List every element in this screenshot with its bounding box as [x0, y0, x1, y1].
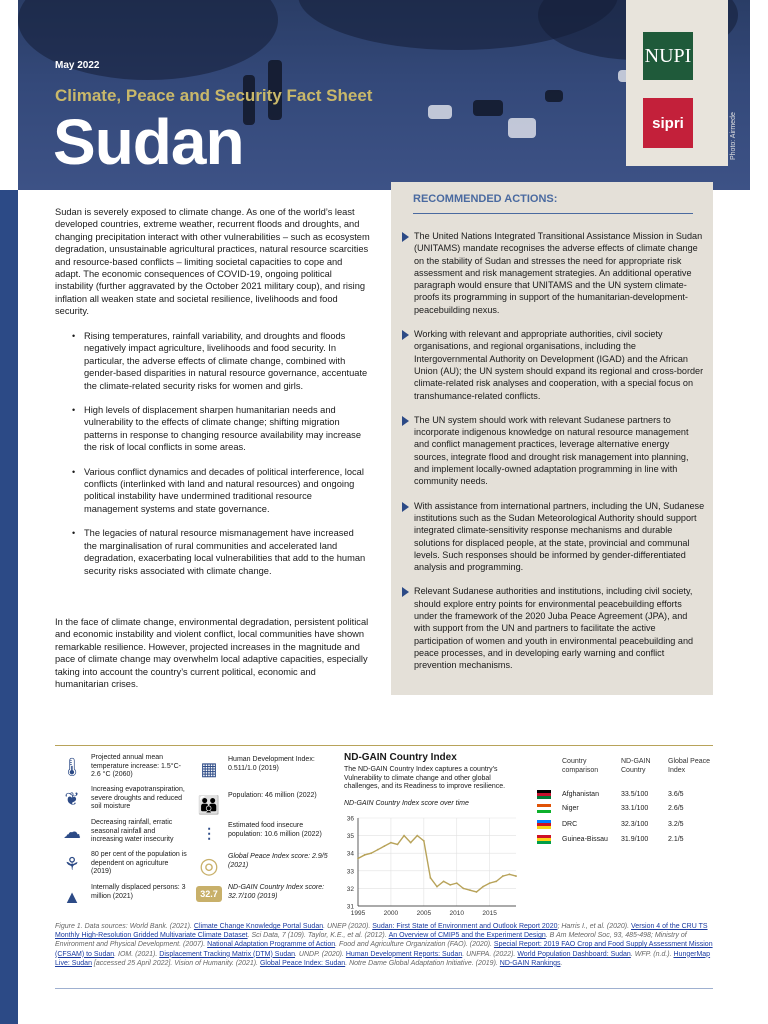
footnote-text: . Notre Dame Global Adaptation Initiative. (2019). [345, 959, 500, 967]
recommended-action-text: The UN system should work with relevant Sudanese partners to incorporate indigenous knowledge on natural resource management and conflict management practices, leverage alternative energy sources, integrate flood and drought risk management into planning, and implement locally-owned adaptation programming in line with community needs. [414, 414, 689, 487]
footnote-text: [accessed 25 April 2022]. Vision of Humanity. (2021). [91, 959, 260, 967]
data-point [482, 886, 484, 888]
tent-icon: ▲ [63, 887, 81, 907]
stat-text: 80 per cent of the population is dependent on agriculture (2019) [91, 851, 187, 876]
plant-icon: ⚘ [63, 854, 81, 874]
source-link[interactable]: Special Report: 2019 FAO Crop and Food Supply Assessment Mission (CFSAM) to Sudan [55, 941, 713, 958]
hdi-icon: ▦ [200, 759, 218, 779]
flag-icon [537, 835, 551, 844]
table-cell-ndgain: 31.9/100 [621, 836, 649, 843]
source-link[interactable]: HungerMap Live: Sudan [55, 950, 711, 967]
photo-credit: Photo: Airmede [730, 112, 737, 160]
x-tick-label: 2010 [449, 910, 464, 917]
ndgain-title: ND-GAIN Country Index [344, 752, 457, 763]
table-cell-gpi: 3.6/5 [668, 791, 684, 798]
table-cell-ndgain: 33.5/100 [621, 791, 649, 798]
stat-text: ND-GAIN Country Index score: 32.7/100 (2019) [228, 884, 325, 900]
intro-paragraph: Sudan is severely exposed to climate change. As one of the world’s least developed countries, extreme weather, recurrent floods and droughts, and changing precipitation interact with other vulnerabilities – such as ecosystem degradation, unsustainable agricultural practices, natural resource scarcities and resource-based conflicts – limiting societal capacities to cope and adapt. The economic consequences of COVID-19, ongoing political instability (further aggravated by the October 2021 military coup), and rising inflation all weaken state and societal resilience, livelihoods and food security. [55, 207, 370, 317]
footnote-text: . UNDP. (2020). [295, 950, 346, 958]
flag-icon [537, 804, 551, 813]
data-point [443, 880, 445, 882]
table-cell-ndgain: 32.3/100 [621, 821, 649, 828]
footnote-text: . Food and Agriculture Organization (FAO). (2020). [335, 941, 494, 949]
arrow-icon [402, 416, 409, 426]
y-tick-label: 35 [346, 833, 354, 841]
stat-text: Decreasing rainfall, erratic seasonal rainfall and increasing water insecurity [91, 819, 174, 844]
table-cell-country: DRC [562, 821, 578, 828]
y-tick-label: 32 [346, 885, 354, 893]
data-point [403, 835, 405, 837]
key-point: • High levels of displacement sharpen humanitarian needs and vulnerability to the effects of climate change; shifting migration patterns in response to changing resource availability may increase the risk of local conflicts in some areas. [70, 404, 368, 454]
data-point [410, 842, 412, 844]
score-badge-icon: 32.7 [196, 886, 222, 902]
recommended-action [400, 585, 705, 671]
arrow-icon [402, 232, 409, 242]
table-cell-gpi: 2.6/5 [668, 805, 684, 812]
stat-text: Increasing evapotranspiration, severe droughts and reduced soil moisture [91, 786, 185, 811]
recommended-actions-list [400, 230, 705, 684]
document-title: Sudan [53, 106, 244, 178]
source-link[interactable]: National Adaptation Programme of Action [207, 941, 336, 949]
stat-population [196, 792, 336, 818]
footnote-text: Figure 1. Data sources: World Bank. (2021). [55, 923, 194, 930]
table-cell-gpi: 3.2/5 [668, 821, 684, 828]
y-tick-label: 33 [346, 868, 354, 876]
recommended-action-text: Relevant Sudanese authorities and institutions, including civil society, should explore entry points for environmental peacebuilding efforts under the framework of the 2020 Juba Peace Agreement (JPA), and with support from the UN and partners to facilitate the active participation of women and youth in environmental peacebuilding and peace processes, and in developing early warning and conflict prevention mechanisms. [414, 586, 694, 671]
recommended-actions-title: RECOMMENDED ACTIONS: [413, 193, 558, 205]
footnote [55, 922, 713, 968]
x-tick-label: 1995 [350, 910, 366, 917]
data-point [509, 873, 511, 875]
recommended-action-text: Working with relevant and appropriate authorities, civil society organisations, and regional organisations, including the Intergovernmental Authority on Development (IGAD) and the African Union (AU); the UN system should expand its regional and cross-border climate-related risk analyses and cooperation, with a special focus on transhumance-related conflicts. [414, 329, 704, 401]
table-cell-gpi: 2.1/5 [668, 836, 684, 843]
stat-temperature [59, 754, 189, 780]
ndgain-description: The ND-GAIN Country Index captures a country’s Vulnerability to climate change and other global challenges, and its Readiness to improve resilience. [344, 766, 506, 791]
thermometer-icon: 🌡 [60, 757, 84, 777]
recommended-action [400, 328, 705, 402]
chart-subtitle: ND-GAIN Country Index score over time [344, 800, 469, 807]
data-point [462, 888, 464, 890]
stat-rainfall [59, 819, 189, 845]
footnote-text: . UNFPA. (2022). [462, 950, 518, 958]
data-point [469, 889, 471, 891]
data-point [357, 858, 359, 860]
data-point [390, 842, 392, 844]
source-link[interactable]: ND-GAIN Rankings [499, 959, 561, 967]
data-point [495, 880, 497, 882]
nupi-logo[interactable]: NUPI [643, 32, 693, 80]
population-icon: 👪 [197, 795, 221, 815]
footnote-text: . IOM. (2021). [114, 950, 160, 958]
data-point [364, 854, 366, 856]
recommended-action-text: The United Nations Integrated Transitional Assistance Mission in Sudan (UNITAMS) mandate recognises the adverse effects of climate change on the stability of Sudan and stresses the need for appropriate risk assessment and risk management strategies. An additional operative paragraph would ensure that UNITAMS and the UN system climate-proofs its programming in support of the humanitarian-development-peacebuilding nexus. [414, 231, 703, 315]
bottom-divider [55, 988, 713, 989]
section-divider [55, 745, 713, 746]
dead-tree-icon: ❦ [64, 789, 80, 809]
recommended-action [400, 414, 705, 488]
data-point [430, 877, 432, 879]
table-cell-country: Afghanistan [562, 791, 599, 798]
left-accent-bar [0, 190, 18, 1024]
ring-icon: ◎ [199, 853, 219, 878]
stat-peace-index [196, 853, 336, 879]
flag-icon [537, 790, 551, 799]
stat-text: Estimated food insecure population: 10.6 million (2022) [228, 822, 322, 838]
footnote-text: ; Harris I., et al. (2020). [557, 923, 632, 930]
source-link[interactable]: Sudan: First State of Environment and Outlook Report 2020 [372, 923, 558, 930]
key-point: • The legacies of natural resource mismanagement have increased the marginalisation of rural communities and accelerated land degradation, exacerbating local vulnerabilities that add to the human security risks associated with climate change. [70, 527, 368, 577]
table-header-country: Country comparison [562, 758, 599, 774]
publication-date: May 2022 [55, 60, 100, 71]
data-point [449, 884, 451, 886]
stat-text: Population: 46 million (2022) [228, 792, 317, 799]
key-point: • Various conflict dynamics and decades of political interference, local conflicts (interlinked with land and natural resources) and ongoing political instability have undermined traditional resource management systems and state governance. [70, 466, 368, 516]
footnote-text: . UNEP (2020). [323, 923, 373, 930]
footnote-text: . WFP. (n.d.). [630, 950, 674, 958]
y-tick-label: 31 [346, 903, 354, 911]
key-point: • Rising temperatures, rainfall variability, and droughts and floods negatively impact agriculture, livelihoods and food security. In particular, the adverse effects of climate change, combined with gender-based disparities in natural resource governance, accentuate the climate-related security risks for women and girls. [70, 330, 368, 392]
stat-ndgain-score [196, 884, 336, 902]
data-point [397, 844, 399, 846]
table-header-ndgain: ND-GAIN Country [621, 758, 651, 774]
stat-food-insecurity [196, 822, 336, 848]
key-points-list [70, 330, 368, 589]
source-link[interactable]: Global Peace Index: Sudan [259, 959, 346, 967]
y-tick-label: 36 [346, 815, 354, 823]
source-link[interactable]: Climate Change Knowledge Portal Sudan [193, 923, 324, 930]
recommended-action-text: With assistance from international partners, including the UN, Sudanese institutions such as the Sudan Meteorological Authority should support integrated climate-sensitivity response mechanisms and durable solutions for displaced people, at the state, provincial and communal levels. Such responses should be informed by gender-differentiated analysis and programming. [414, 500, 705, 573]
data-point [502, 875, 504, 877]
stat-text: Global Peace Index score: 2.9/5 (2021) [228, 853, 328, 869]
x-tick-label: 2005 [416, 910, 432, 917]
recommended-action [400, 230, 705, 316]
data-point [489, 882, 491, 884]
data-point [383, 845, 385, 847]
series-line-sudan [358, 836, 516, 892]
source-link[interactable]: World Population Dashboard: Sudan [517, 950, 631, 958]
stat-text: Projected annual mean temperature increase: 1.5°C-2.6 °C (2060) [91, 754, 181, 779]
data-point [456, 882, 458, 884]
arrow-icon [402, 587, 409, 597]
footnote-text: . Sci Data, 7 (109). Taylor, K.E., et al. (2012). [247, 932, 389, 940]
data-point [370, 852, 372, 854]
source-link[interactable]: An Overview of CMIP5 and the Experiment Design [388, 932, 546, 940]
y-tick-label: 34 [346, 850, 354, 858]
document-subtitle: Climate, Peace and Security Fact Sheet [55, 86, 373, 105]
data-point [423, 840, 425, 842]
ndgain-line-chart [338, 810, 520, 918]
stat-text: Human Development Index: 0.511/1.0 (2019) [228, 756, 315, 772]
table-cell-ndgain: 33.1/100 [621, 805, 649, 812]
source-link[interactable]: Version 4 of the CRU TS Monthly High-Resolution Gridded Multivariate Climate Dataset [55, 923, 708, 940]
arrow-icon [402, 330, 409, 340]
arrow-icon [402, 502, 409, 512]
footnote-text: . B Am Meteorol Soc, 93, 485-498; Ministry of Environment and Physical Development. (2007). [55, 932, 687, 949]
closing-paragraph: In the face of climate change, environmental degradation, persistent political and economic instability and violent conflict, local communities have shown remarkable resilience. However, projected increases in the magnitude and pace of climate change may overwhelm local adaptive capacities, especially taking into account the country’s current political, economic and humanitarian crises. [55, 617, 369, 690]
stat-text: Internally displaced persons: 3 million (2021) [91, 884, 186, 900]
table-cell-country: Niger [562, 805, 579, 812]
data-point [377, 849, 379, 851]
source-link[interactable]: Human Development Reports: Sudan [345, 950, 463, 958]
table-cell-country: Guinea-Bissau [562, 836, 608, 843]
data-point [476, 891, 478, 893]
stat-agriculture [59, 851, 189, 877]
stat-drought [59, 786, 189, 812]
recommended-action [400, 500, 705, 574]
data-point [416, 835, 418, 837]
stat-displaced [59, 884, 189, 910]
source-link[interactable]: Displacement Tracking Matrix (DTM) Sudan [159, 950, 296, 958]
flag-icon [537, 820, 551, 829]
recommended-divider [413, 213, 693, 214]
data-point [436, 886, 438, 888]
stat-hdi [196, 756, 336, 782]
table-header-gpi: Global Peace Index [668, 758, 711, 774]
sipri-logo[interactable]: sipri [643, 98, 693, 148]
wheat-icon: ⫶ [206, 825, 212, 845]
rain-cloud-icon: ☁ [63, 822, 81, 842]
data-point [515, 875, 517, 877]
x-tick-label: 2000 [383, 910, 399, 917]
footnote-text: . [560, 959, 563, 967]
x-tick-label: 2015 [482, 910, 497, 917]
